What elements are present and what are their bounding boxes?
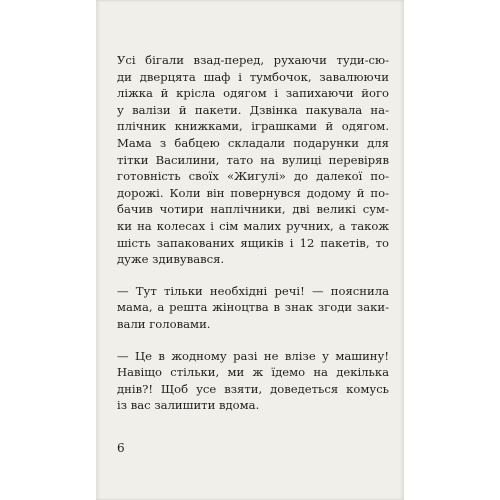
text-line: дорожі. Коли він повернувся додому й по-	[117, 185, 389, 200]
text-line: днів?! Щоб усе взяти, доведеться комусь	[117, 381, 389, 396]
text-line: у валізи й пакети. Дзвінка пакувала на-	[117, 102, 389, 117]
text-line: мама, а решта жіноцтва в знак згоди заки-	[117, 300, 389, 315]
text-line: — Тут тільки необхідні речі! — пояснила	[117, 283, 389, 298]
text-line: дуже здивувався.	[117, 252, 225, 267]
body-text	[117, 52, 389, 414]
paragraph-3	[117, 348, 389, 414]
paragraph-1	[117, 52, 389, 268]
text-line: тітки Василини, тато на вулиці перевіряв	[117, 152, 389, 167]
text-line: готовність своїх «Жигулі» до далекої по-	[117, 169, 389, 184]
text-line: Навіщо стільки, ми ж їдемо на декілька	[117, 365, 389, 380]
text-line: бачив чотири наплічники, дві великі сум-	[117, 202, 389, 217]
paragraph-gap	[117, 268, 389, 283]
text-line: ліжка й крісла одягом і запихаючи його	[117, 86, 389, 101]
paragraph-gap	[117, 333, 389, 348]
page-number: 6	[117, 441, 125, 455]
text-line: ки на колесах і сім малих ручних, а також	[117, 218, 389, 233]
book-page	[96, 0, 404, 500]
text-line: Мама з бабцею складали подарунки для	[117, 135, 389, 150]
text-line: плічник книжками, іграшками й одягом.	[117, 119, 389, 134]
paragraph-2	[117, 283, 389, 333]
text-line: із вас залишити вдома.	[117, 398, 260, 413]
text-line: шість запакованих ящиків і 12 пакетів, то	[117, 235, 389, 250]
text-line: ди дверцята шаф і тумбочок, завалюючи	[117, 69, 389, 84]
text-line: вали головами.	[117, 316, 211, 331]
text-line: Усі бігали взад-перед, рухаючи туди-сю-	[117, 53, 389, 67]
text-line: — Це в жодному разі не влізе у машину!	[117, 348, 389, 363]
